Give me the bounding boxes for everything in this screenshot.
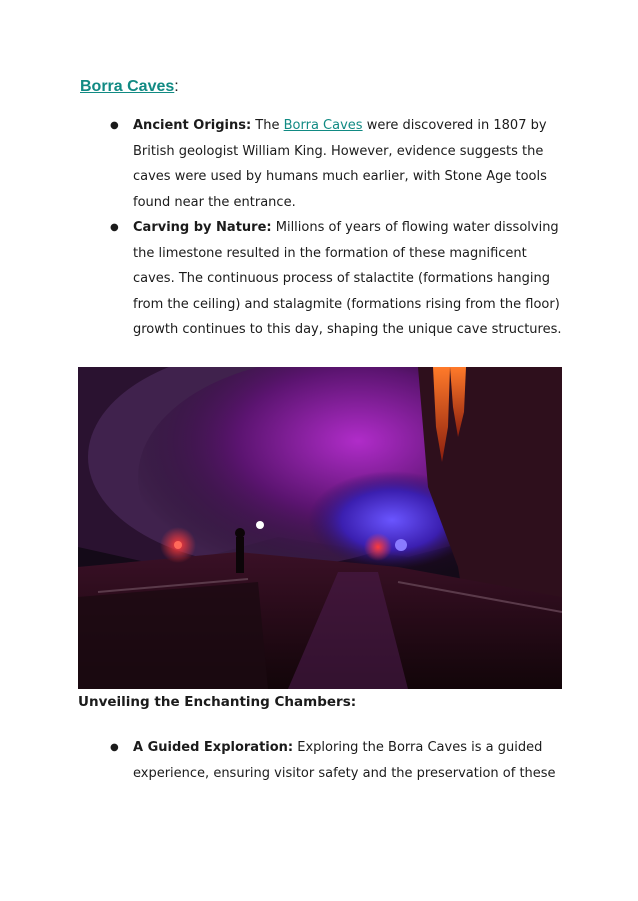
exploration-bullet-list xyxy=(110,735,570,786)
bullet-label: A Guided Exploration: xyxy=(133,740,294,755)
list-item xyxy=(110,113,570,215)
bullet-text: Exploring the Borra Caves is a guided experience, ensuring visitor safety and the preservation of these xyxy=(133,740,556,781)
intro-bullet-list xyxy=(110,113,570,343)
section-subheading: Unveiling the Enchanting Chambers: xyxy=(78,694,357,710)
list-item xyxy=(110,735,570,786)
bullet-text: were discovered in 1807 by British geologist William King. However, evidence suggests the caves were used by humans much earlier, with Stone Age tools found near the entrance. xyxy=(133,118,547,210)
bullet-text: The xyxy=(251,118,284,133)
bullet-text: Millions of years of flowing water dissolving the limestone resulted in the formation of these magnificent caves. The continuous process of stalactite (formations hanging from the ceiling) and stalagmite (formations rising from the floor) growth continues to this day, shaping the unique cave structures. xyxy=(133,220,562,337)
bullet-label: Carving by Nature: xyxy=(133,220,272,235)
section-heading xyxy=(80,78,179,96)
bullet-label: Ancient Origins: xyxy=(133,118,252,133)
cave-illustration xyxy=(78,367,562,689)
borra-caves-heading-link[interactable]: Borra Caves xyxy=(80,78,175,95)
borra-caves-inline-link[interactable]: Borra Caves xyxy=(283,118,363,133)
list-item xyxy=(110,215,570,343)
cave-photo xyxy=(78,367,562,689)
heading-colon: : xyxy=(174,78,179,95)
